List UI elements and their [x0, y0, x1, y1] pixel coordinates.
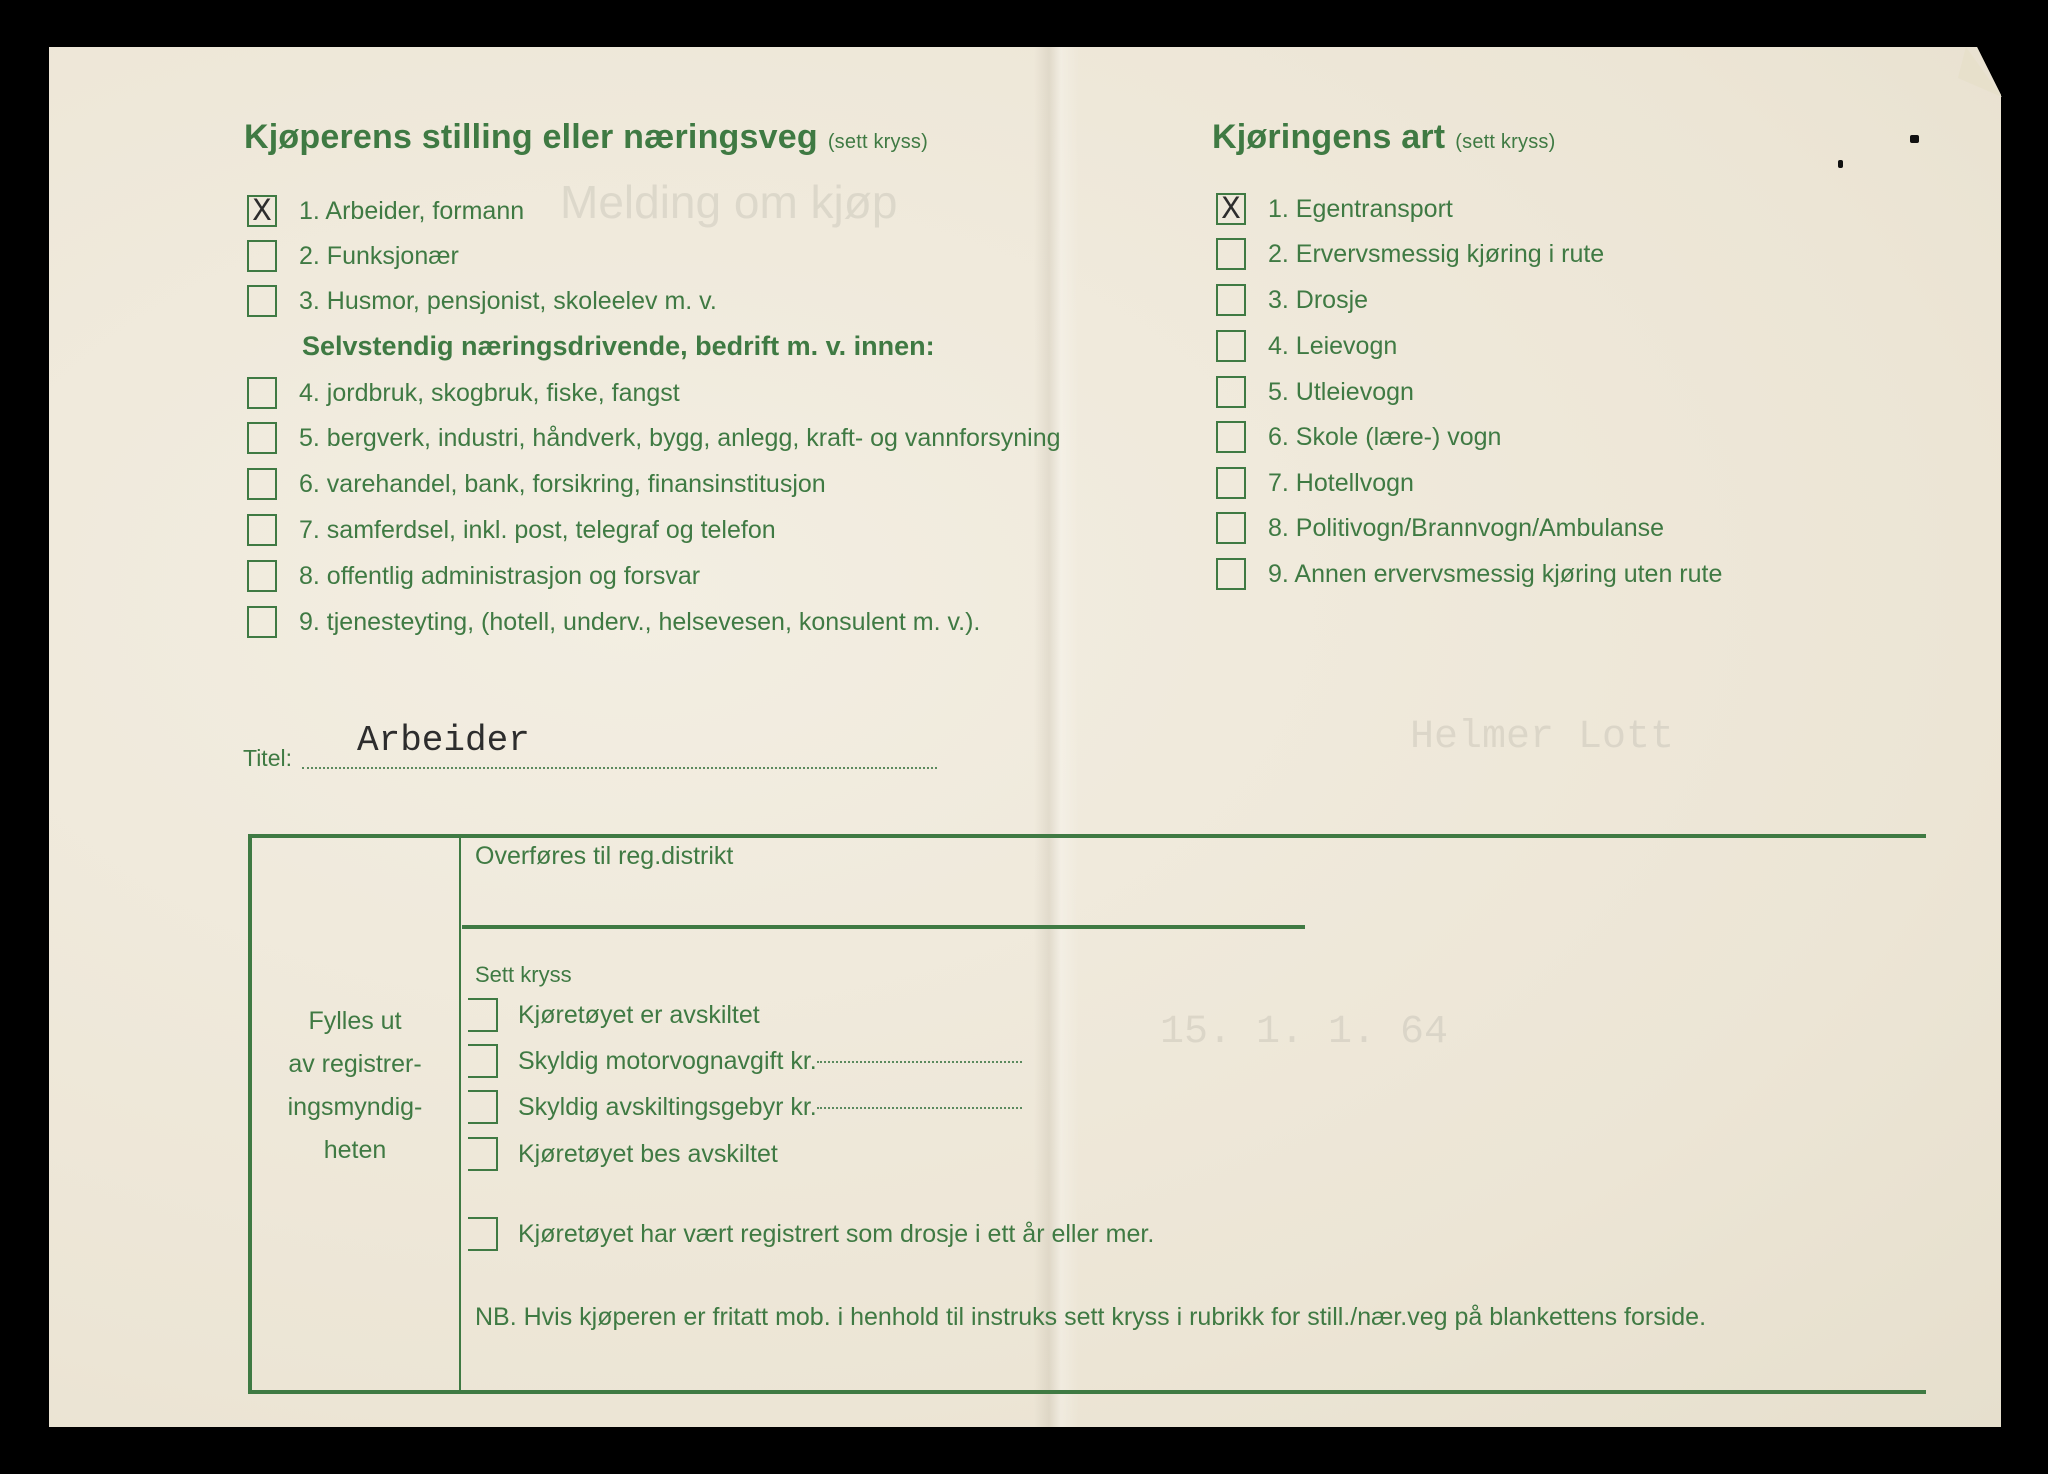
checkbox[interactable]	[247, 560, 277, 592]
registration-authority-label	[250, 1000, 460, 1172]
option-label: 8. Politivogn/Brannvogn/Ambulanse	[1268, 513, 1665, 542]
checkbox[interactable]	[1216, 512, 1246, 544]
checkbox[interactable]	[468, 1137, 498, 1171]
occupation-option-3[interactable]	[247, 285, 717, 317]
option-label: 6. varehandel, bank, forsikring, finansinstitusjon	[299, 469, 826, 498]
option-label: 3. Husmor, pensjonist, skoleelev m. v.	[299, 286, 717, 315]
driving-option-5[interactable]	[1216, 376, 1414, 408]
transfer-district-field[interactable]	[475, 880, 1295, 920]
option-label: 7. samferdsel, inkl. post, telegraf og telefon	[299, 515, 776, 544]
titel-label: Titel:	[243, 745, 292, 771]
checkbox[interactable]	[468, 1044, 498, 1078]
punch-hole	[1838, 160, 1843, 168]
option-label: 2. Funksjonær	[299, 241, 459, 270]
option-label: 4. jordbruk, skogbruk, fiske, fangst	[299, 378, 680, 407]
checkbox[interactable]	[247, 240, 277, 272]
transfer-district-line	[462, 925, 1305, 929]
check-label: Kjøretøyet er avskiltet	[518, 1000, 760, 1029]
registration-check-1[interactable]	[468, 998, 760, 1032]
option-label: 7. Hotellvogn	[1268, 468, 1414, 497]
check-label: Skyldig avskiltingsgebyr kr.	[518, 1092, 817, 1121]
label-line: ingsmyndig-	[287, 1093, 423, 1121]
checkbox[interactable]	[247, 514, 277, 546]
x-mark-icon: X	[1221, 191, 1241, 228]
bleed-through-text: Helmer Lott	[1410, 715, 1675, 760]
occupation-option-9[interactable]	[247, 606, 980, 638]
check-label: Skyldig motorvognavgift kr.	[518, 1046, 817, 1075]
bleed-through-text: Melding om kjøp	[560, 176, 898, 228]
checkbox[interactable]	[1216, 376, 1246, 408]
occupation-option-7[interactable]	[247, 514, 776, 546]
checkbox[interactable]	[1216, 191, 1246, 228]
driving-type-title-text: Kjøringens art	[1212, 118, 1446, 156]
option-label: 5. Utleievogn	[1268, 377, 1414, 406]
checkbox[interactable]	[468, 1217, 498, 1251]
option-label: 2. Ervervsmessig kjøring i rute	[1268, 239, 1605, 268]
check-label: Kjøretøyet har vært registrert som drosje i ett år eller mer.	[518, 1219, 1155, 1248]
registration-check-4[interactable]	[468, 1137, 778, 1171]
checkbox[interactable]	[1216, 558, 1246, 590]
checkbox[interactable]	[1216, 467, 1246, 499]
driving-option-3[interactable]	[1216, 284, 1368, 316]
occupation-option-5[interactable]	[247, 422, 1061, 454]
checkbox[interactable]	[468, 998, 498, 1032]
checkbox[interactable]	[1216, 421, 1246, 453]
checkbox[interactable]	[468, 1090, 498, 1124]
occupation-option-6[interactable]	[247, 468, 826, 500]
drosje-check[interactable]	[468, 1217, 1154, 1251]
driving-option-1[interactable]	[1216, 191, 1453, 228]
x-mark-icon: X	[252, 193, 272, 230]
occupation-option-4[interactable]	[247, 377, 680, 409]
option-label: 1. Arbeider, formann	[299, 196, 525, 225]
box-top-border	[248, 834, 1926, 838]
driving-option-4[interactable]	[1216, 330, 1397, 362]
transfer-district-label: Overføres til reg.distrikt	[475, 842, 734, 870]
option-label: 5. bergverk, industri, håndverk, bygg, anlegg, kraft- og vannforsyning	[299, 423, 1061, 452]
checkbox[interactable]	[247, 422, 277, 454]
label-line: av registrer-	[288, 1050, 422, 1078]
occupation-option-8[interactable]	[247, 560, 700, 592]
checkbox[interactable]	[1216, 330, 1246, 362]
self-employed-subheading: Selvstendig næringsdrivende, bedrift m. v. innen:	[302, 331, 935, 361]
option-label: 1. Egentransport	[1268, 194, 1453, 223]
registration-check-2[interactable]	[468, 1044, 1022, 1078]
punch-hole	[1910, 135, 1919, 143]
option-label: 6. Skole (lære-) vogn	[1268, 422, 1502, 451]
occupation-option-2[interactable]	[247, 240, 459, 272]
option-label: 9. Annen ervervsmessig kjøring uten rute	[1268, 559, 1723, 588]
check-hint: Sett kryss	[475, 962, 572, 987]
amount-field[interactable]	[817, 1105, 1022, 1109]
registration-check-3[interactable]	[468, 1090, 1022, 1124]
label-line: heten	[323, 1136, 387, 1164]
nb-note: NB. Hvis kjøperen er fritatt mob. i henhold til instruks sett kryss i rubrikk for still./nær.veg på blankettens forside.	[475, 1303, 1707, 1331]
check-label: Kjøretøyet bes avskiltet	[518, 1139, 778, 1168]
driving-type-hint: (sett kryss)	[1455, 131, 1556, 153]
driving-option-2[interactable]	[1216, 238, 1604, 270]
amount-field[interactable]	[817, 1059, 1022, 1063]
driving-option-9[interactable]	[1216, 558, 1722, 590]
checkbox[interactable]	[247, 285, 277, 317]
driving-option-8[interactable]	[1216, 512, 1664, 544]
occupation-title-text: Kjøperens stilling eller næringsveg	[244, 118, 818, 156]
checkbox[interactable]	[1216, 284, 1246, 316]
bleed-through-text: 15. 1. 1. 64	[1160, 1010, 1449, 1055]
option-label: 8. offentlig administrasjon og forsvar	[299, 561, 701, 590]
occupation-option-1[interactable]	[247, 193, 525, 230]
option-label: 9. tjenesteyting, (hotell, underv., helsevesen, konsulent m. v.).	[299, 607, 981, 636]
driving-option-7[interactable]	[1216, 467, 1414, 499]
checkbox[interactable]	[1216, 238, 1246, 270]
checkbox[interactable]	[247, 193, 277, 230]
occupation-section-title	[244, 118, 928, 157]
driving-option-6[interactable]	[1216, 421, 1501, 453]
occupation-hint: (sett kryss)	[827, 131, 928, 153]
titel-value[interactable]: Arbeider	[357, 720, 530, 761]
label-line: Fylles ut	[308, 1007, 402, 1035]
box-bottom-border	[248, 1390, 1926, 1394]
option-label: 4. Leievogn	[1268, 331, 1398, 360]
checkbox[interactable]	[247, 377, 277, 409]
titel-field-line[interactable]	[302, 767, 937, 769]
checkbox[interactable]	[247, 468, 277, 500]
driving-type-section-title	[1212, 118, 1555, 157]
option-label: 3. Drosje	[1268, 285, 1369, 314]
checkbox[interactable]	[247, 606, 277, 638]
